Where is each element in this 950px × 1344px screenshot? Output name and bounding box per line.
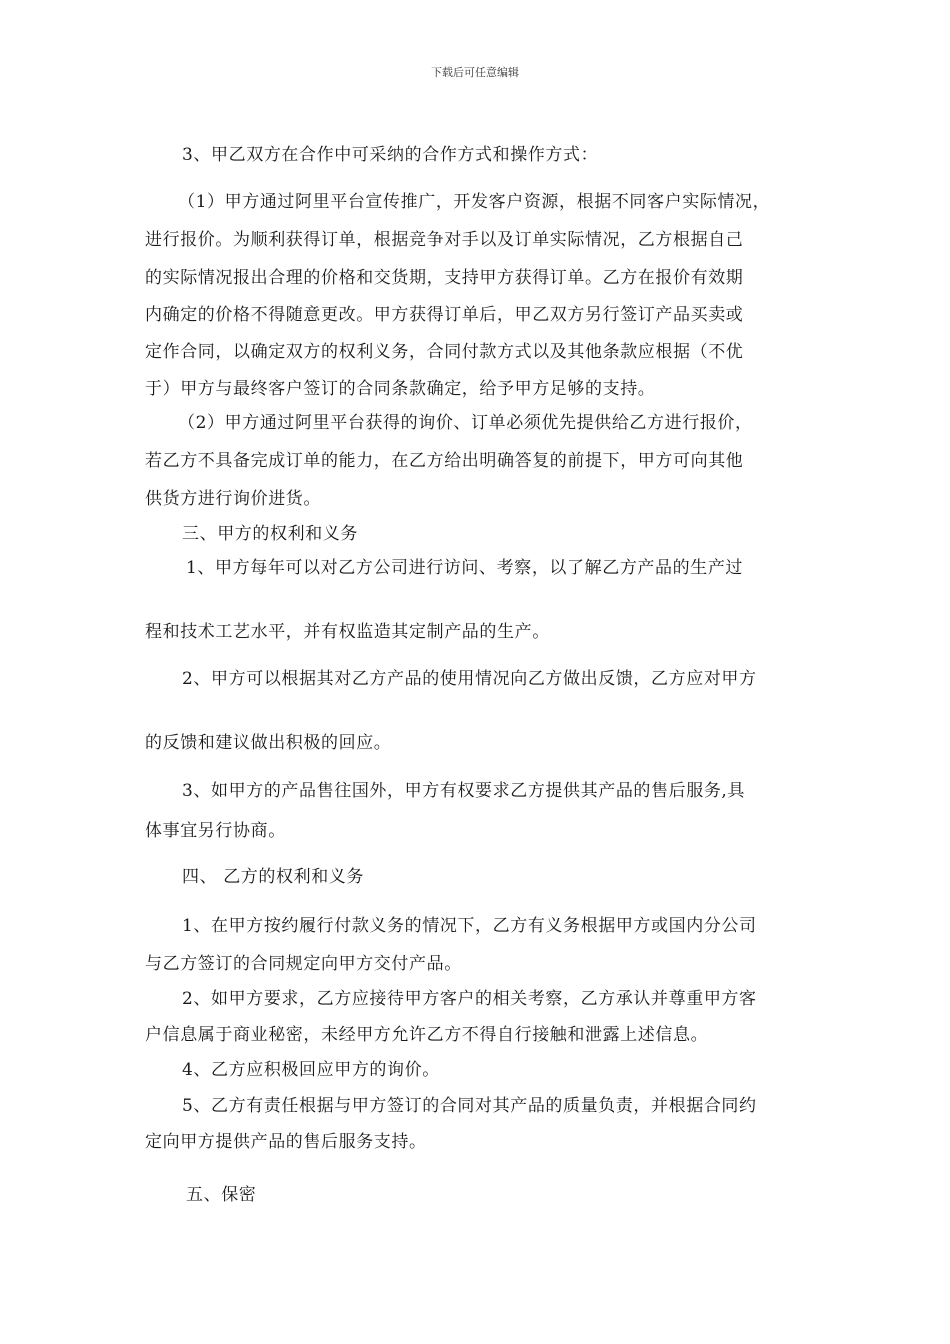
section-heading-party-a: 三、甲方的权利和义务 <box>182 524 358 544</box>
paragraph-line: 的反馈和建议做出积极的回应。 <box>145 733 392 753</box>
paragraph-line: 1、甲方每年可以对乙方公司进行访问、考察，以了解乙方产品的生产过 <box>186 558 744 578</box>
section-heading-party-b: 四、 乙方的权利和义务 <box>182 867 365 887</box>
paragraph-line: 于）甲方与最终客户签订的合同条款确定，给予甲方足够的支持。 <box>145 379 656 399</box>
paragraph-line: 1、在甲方按约履行付款义务的情况下，乙方有义务根据甲方或国内分公司 <box>182 916 757 936</box>
paragraph-line: 3、如甲方的产品售往国外，甲方有权要求乙方提供其产品的售后服务,具 <box>182 781 746 801</box>
header-note: 下载后可任意编辑 <box>431 66 519 79</box>
paragraph-line: 内确定的价格不得随意更改。甲方获得订单后，甲乙双方另行签订产品买卖或 <box>145 305 744 325</box>
paragraph-line: 与乙方签订的合同规定向甲方交付产品。 <box>145 954 462 974</box>
paragraph-line: 2、如甲方要求，乙方应接待甲方客户的相关考察，乙方承认并尊重甲方客 <box>182 989 757 1009</box>
paragraph-line: 5、乙方有责任根据与甲方签订的合同对其产品的质量负责，并根据合同约 <box>182 1096 757 1116</box>
paragraph-line: 供货方进行询价进货。 <box>145 489 321 509</box>
paragraph-line: 的实际情况报出合理的价格和交货期，支持甲方获得订单。乙方在报价有效期 <box>145 268 744 288</box>
paragraph-line: 定作合同，以确定双方的权利义务，合同付款方式以及其他条款应根据（不优 <box>145 342 744 362</box>
paragraph-line: （1）甲方通过阿里平台宣传推广，开发客户资源，根据不同客户实际情况， <box>178 192 771 212</box>
paragraph-line: （2）甲方通过阿里平台获得的询价、订单必须优先提供给乙方进行报价， <box>178 413 753 433</box>
paragraph-line: 定向甲方提供产品的售后服务支持。 <box>145 1132 427 1152</box>
paragraph-line: 4、乙方应积极回应甲方的询价。 <box>182 1060 440 1080</box>
section-heading-confidentiality: 五、保密 <box>186 1185 257 1205</box>
paragraph-line: 若乙方不具备完成订单的能力，在乙方给出明确答复的前提下，甲方可向其他 <box>145 451 744 471</box>
paragraph-line: 体事宜另行协商。 <box>145 821 286 841</box>
paragraph-line: 2、甲方可以根据其对乙方产品的使用情况向乙方做出反馈，乙方应对甲方 <box>182 669 757 689</box>
paragraph-line: 户信息属于商业秘密，未经甲方允许乙方不得自行接触和泄露上述信息。 <box>145 1025 709 1045</box>
paragraph-line: 程和技术工艺水平，并有权监造其定制产品的生产。 <box>145 622 550 642</box>
paragraph-line: 进行报价。为顺利获得订单，根据竞争对手以及订单实际情况，乙方根据自己 <box>145 230 744 250</box>
cooperation-heading: 3、甲乙双方在合作中可采纳的合作方式和操作方式： <box>182 145 599 165</box>
